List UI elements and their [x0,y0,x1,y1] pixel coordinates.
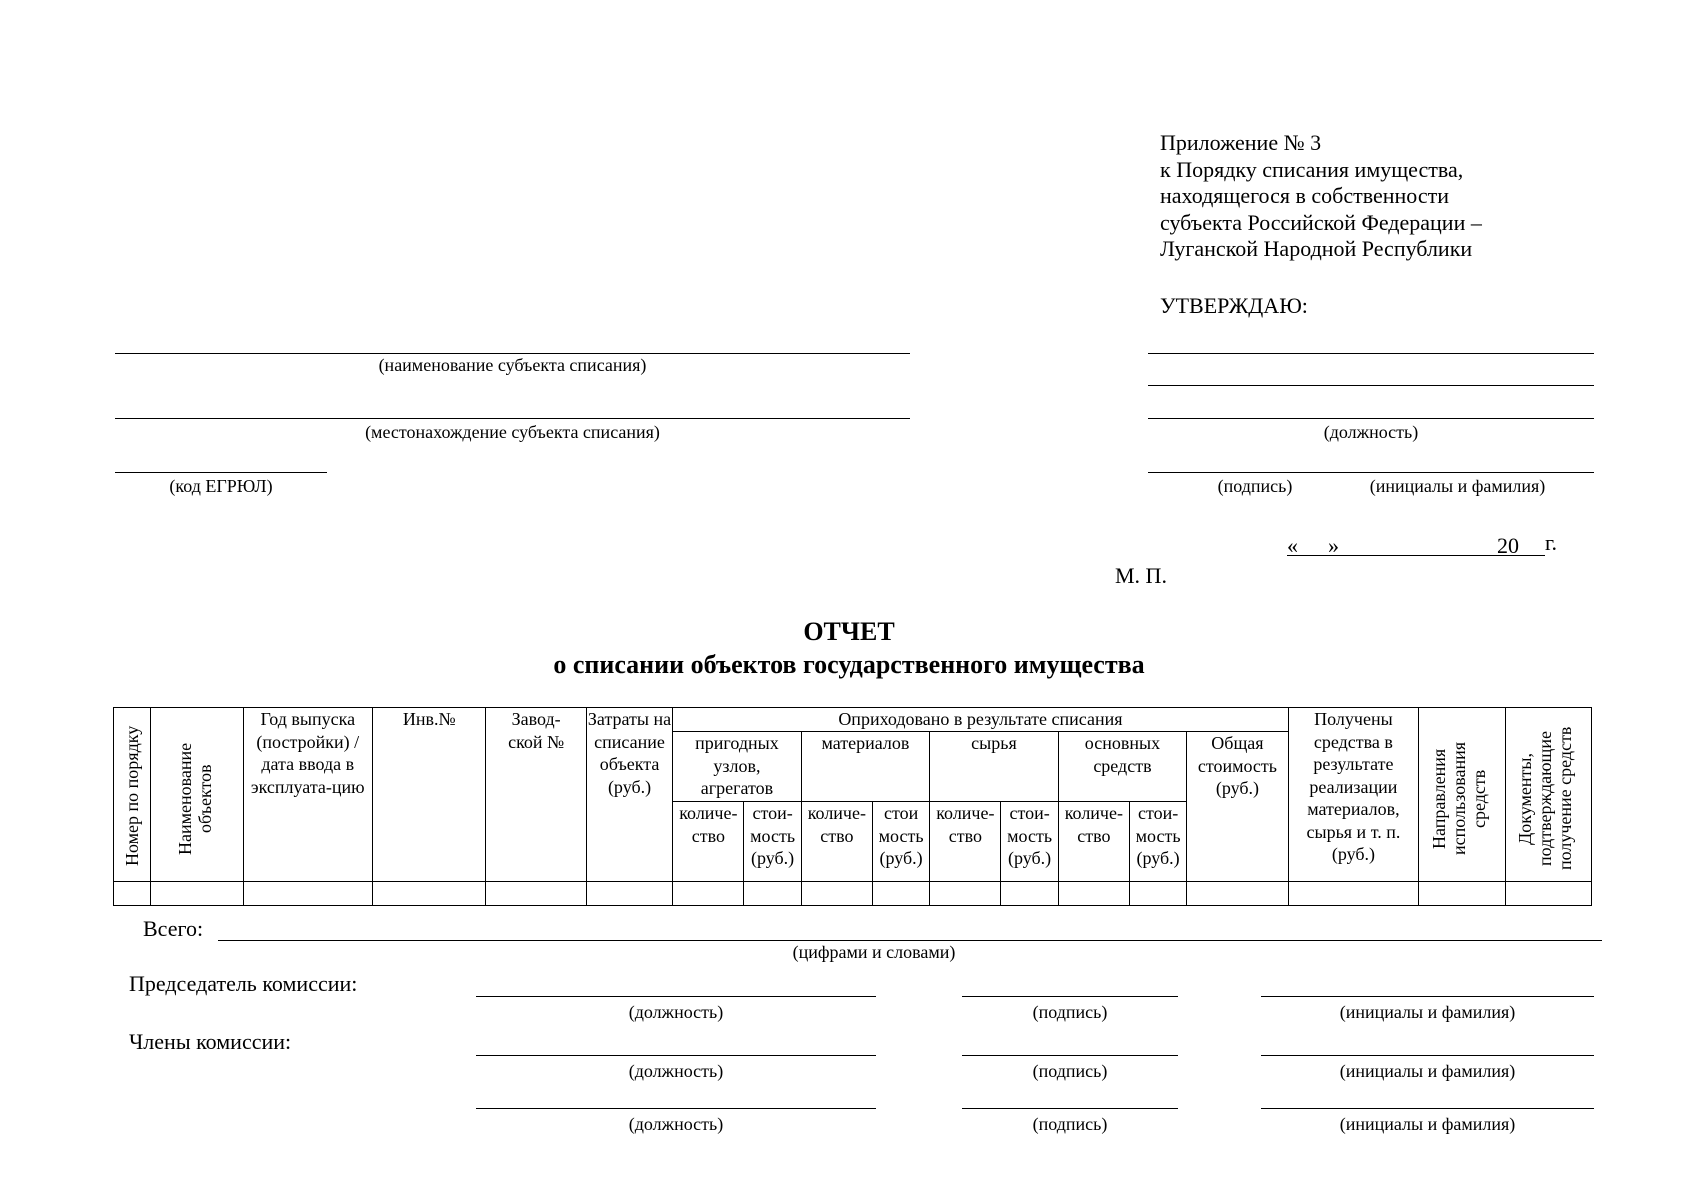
header-units: пригодных узлов, агрегатов [673,732,802,802]
table-cell[interactable] [744,882,801,906]
member-signature-caption: (подпись) [1032,1114,1108,1134]
members-label: Члены комиссии: [129,1029,292,1054]
table-cell[interactable] [486,882,586,906]
header-materials: материалов [801,732,930,802]
date-year-field[interactable]: 20 [1497,533,1545,556]
chairman-position-caption: (должность) [628,1002,724,1022]
member-initials-caption: (инициалы и фамилия) [1339,1061,1516,1081]
table-cell[interactable] [930,882,1001,906]
approver-position-field[interactable] [1148,418,1594,419]
approve-label: УТВЕРЖДАЮ: [1160,293,1308,318]
header-fixed-assets: основных средств [1058,732,1187,802]
table-cell[interactable] [373,882,486,906]
stamp-place: М. П. [1115,563,1167,588]
approver-signature-field[interactable] [1148,472,1594,473]
appendix-line: находящегося в собственности [1160,183,1449,208]
member-initials-field[interactable] [1261,1055,1594,1056]
approver-line-2[interactable] [1148,385,1594,386]
table-cell[interactable] [1288,882,1419,906]
header-cost: стои мость (руб.) [872,802,929,882]
header-inv: Инв.№ [373,708,486,882]
egrul-field[interactable] [115,472,327,473]
subject-name-field[interactable] [115,353,910,354]
report-subtitle: о списании объектов государственного имущества [553,650,1145,679]
chairman-position-field[interactable] [476,996,876,997]
approver-initials-caption: (инициалы и фамилия) [1369,476,1546,496]
approver-position-caption: (должность) [1323,422,1419,442]
member-signature-field[interactable] [962,1055,1178,1056]
header-qty: количе-ство [930,802,1001,882]
date-month-field[interactable] [1339,533,1497,556]
member-initials-caption: (инициалы и фамилия) [1339,1114,1516,1134]
header-cost: стои-мость (руб.) [1129,802,1186,882]
table-cell[interactable] [1505,882,1591,906]
subject-location-caption: (местонахождение субъекта списания) [365,422,660,442]
member-signature-caption: (подпись) [1032,1061,1108,1081]
egrul-caption: (код ЕГРЮЛ) [169,476,273,496]
table-cell[interactable] [1419,882,1505,906]
chairman-signature-field[interactable] [962,996,1178,997]
approver-line-1[interactable] [1148,353,1594,354]
member-position-field[interactable] [476,1108,876,1109]
table-row [114,882,1592,906]
table-cell[interactable] [1058,882,1129,906]
appendix-line: к Порядку списания имущества, [1160,156,1464,182]
header-name: Наименование объектов [151,708,243,882]
table-cell[interactable] [1187,882,1288,906]
total-label: Всего: [143,916,204,941]
table-cell[interactable] [872,882,929,906]
header-credited-group: Оприходовано в результате списания [673,708,1288,732]
subject-name-caption: (наименование субъекта списания) [378,355,647,375]
member-position-caption: (должность) [628,1061,724,1081]
chairman-signature-caption: (подпись) [1032,1002,1108,1022]
header-directions: Направления использования средств [1419,708,1505,882]
table-cell[interactable] [1001,882,1058,906]
subject-location-field[interactable] [115,418,910,419]
header-qty: количе-ство [673,802,744,882]
appendix-line: Приложение № 3 [1160,130,1322,155]
chairman-label: Председатель комиссии: [129,971,358,996]
chairman-initials-caption: (инициалы и фамилия) [1339,1002,1516,1022]
header-cost: стои-мость (руб.) [1001,802,1058,882]
member-position-caption: (должность) [628,1114,724,1134]
report-title: ОТЧЕТ [803,617,895,646]
header-total-cost: Общая стоимость (руб.) [1187,732,1288,882]
approval-date [1287,530,1557,556]
header-cost: стои-мость (руб.) [744,802,801,882]
table-cell[interactable] [114,882,151,906]
total-field[interactable] [218,940,1602,941]
header-factory: Завод-ской № [486,708,586,882]
header-raw: сырья [930,732,1059,802]
date-year-suffix: г. [1545,530,1558,555]
date-day-field[interactable]: « » [1287,533,1339,558]
total-caption: (цифрами и словами) [792,942,956,962]
chairman-initials-field[interactable] [1261,996,1594,997]
report-table [113,707,1592,906]
appendix-line: Луганской Народной Республики [1160,236,1473,261]
header-received: Получены средства в результате реализации материалов, сырья и т. п. (руб.) [1288,708,1419,882]
table-cell[interactable] [243,882,373,906]
member-initials-field[interactable] [1261,1108,1594,1109]
table-cell[interactable] [151,882,243,906]
table-cell[interactable] [673,882,744,906]
header-qty: количе-ство [1058,802,1129,882]
table-cell[interactable] [801,882,872,906]
header-costs: Затраты на списание объекта (руб.) [586,708,672,882]
member-signature-field[interactable] [962,1108,1178,1109]
member-position-field[interactable] [476,1055,876,1056]
table-cell[interactable] [1129,882,1186,906]
table-cell[interactable] [586,882,672,906]
header-documents: Документы, подтверждающие получение средств [1505,708,1591,882]
approver-signature-caption: (подпись) [1217,476,1293,496]
header-number: Номер по порядку [114,708,151,882]
header-year: Год выпуска (постройки) / дата ввода в эксплуата-цию [243,708,373,882]
appendix-line: субъекта Российской Федерации – [1160,209,1482,235]
header-qty: количе-ство [801,802,872,882]
appendix-block [1160,130,1482,263]
